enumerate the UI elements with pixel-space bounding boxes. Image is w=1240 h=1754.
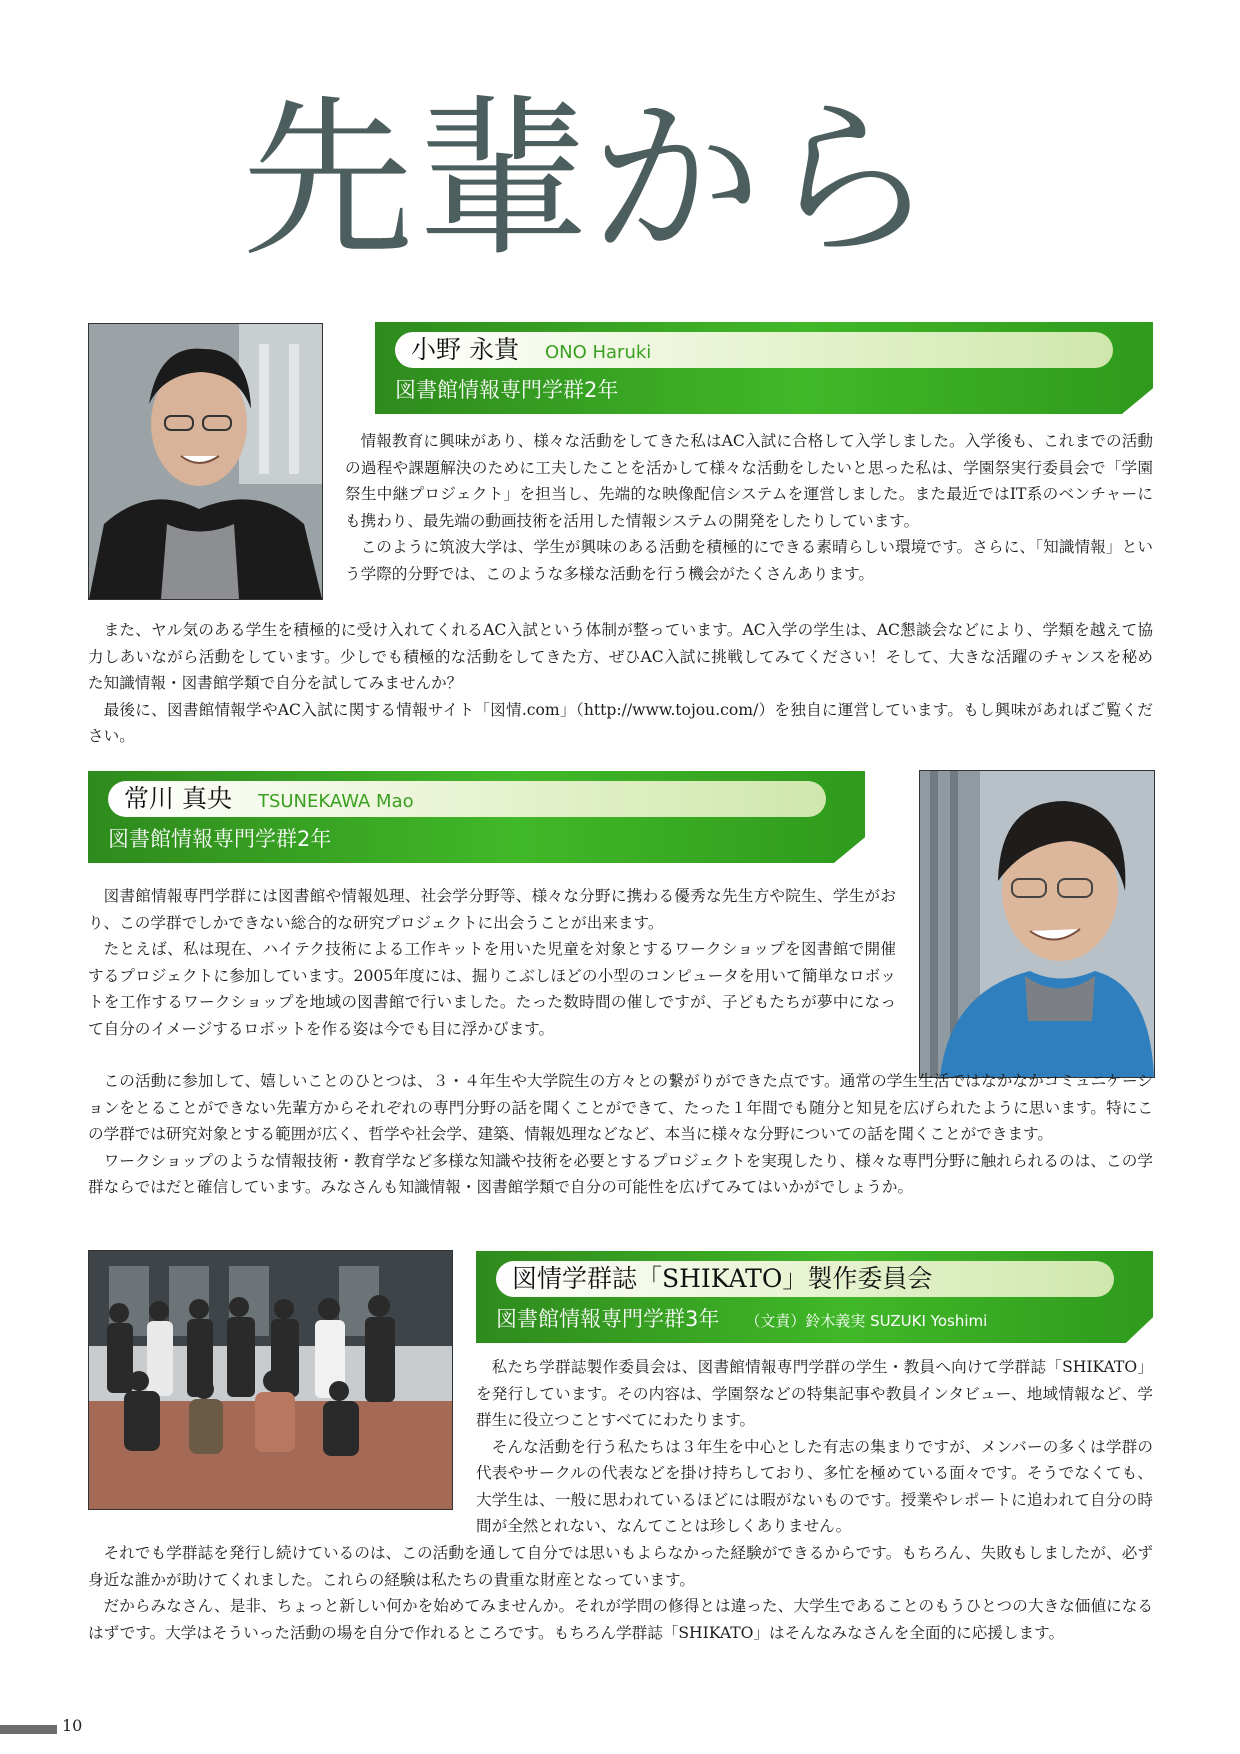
profile-text-ono-top [345,428,1153,587]
profile-text-tsunekawa-bottom [88,1068,1153,1201]
portrait-photo-tsunekawa [919,770,1155,1078]
profile-name: 常川 真央 [124,784,232,813]
profile-banner-tsunekawa [88,771,865,863]
section-credit: （文責）鈴木義実 SUZUKI Yoshimi [745,1312,988,1330]
section-title: 図情学群誌「SHIKATO」製作委員会 [512,1264,933,1293]
footer-bar [0,1725,57,1734]
profile-text-tsunekawa-top [88,883,896,1042]
paragraph: そんな活動を行う私たちは３年生を中心とした有志の集まりですが、メンバーの多くは学群の代表やサークルの代表などを掛け持ちしており、多忙を極めている面々です。そうでなくても、大学生は、一般に思われているほどには暇がないものです。授業やレポートに追われて自分の時間が全然とれない、なんてことは珍しくありません。 [476,1437,1153,1535]
portrait-photo-ono [88,323,323,600]
profile-name-roman: TSUNEKAWA Mao [257,791,414,812]
paragraph: 図書館情報専門学群には図書館や情報処理、社会学分野等、様々な分野に携わる優秀な先生方や院生、学生がおり、この学群でしかできない総合的な研究プロジェクトに出会うことが出来ます。 [88,887,896,932]
group-photo-shikato [88,1250,453,1510]
paragraph: それでも学群誌を発行し続けているのは、この活動を通して自分では思いもよらなかった経験ができるからです。もちろん、失敗もしましたが、必ず身近な誰かが助けてくれました。これらの経験は私たちの貴重な財産となっています。 [88,1544,1153,1589]
profile-department: 図書館情報専門学群2年 [395,378,619,402]
paragraph: また、ヤル気のある学生を積極的に受け入れてくれるAC入試という体制が整っています。AC入学の学生は、AC懇談会などにより、学類を越えて協力しあいながら活動をしています。少しでも積極的な活動をしてきた方、ぜひAC入試に挑戦してみてください！そして、大きな活躍のチャンスを秘めた知識情報・図書館学類で自分を試してみませんか？ [88,621,1153,692]
profile-name: 小野 永貴 [411,335,519,364]
page-number: 10 [62,1716,83,1735]
paragraph: 最後に、図書館情報学やAC入試に関する情報サイト「図情.com」（http://www.tojou.com/）を独自に運営しています。もし興味があればご覧ください。 [88,700,1153,745]
page-title: 先輩から [242,79,938,280]
paragraph: たとえば、私は現在、ハイテク技術による工作キットを用いた児童を対象とするワークショップを図書館で開催するプロジェクトに参加しています。2005年度には、掘りこぶしほどの小型のコンピュータを用いて簡単なロボットを工作するワークショップを地域の図書館で行いました。たった数時間の催しですが、子どもたちが夢中になって自分のイメージするロボットを作る姿は今でも目に浮かびます。 [88,940,896,1038]
paragraph: だからみなさん、是非、ちょっと新しい何かを始めてみませんか。それが学問の修得とは違った、大学生であることのもうひとつの大きな価値になるはずです。大学はそういった活動の場を自分で作れるところです。もちろん学群誌「SHIKATO」はそんなみなさんを全面的に応援します。 [88,1597,1153,1642]
paragraph: この活動に参加して、嬉しいことのひとつは、３・４年生や大学院生の方々との繋がりができた点です。通常の学生生活ではなかなかコミュニケーションをとることができない先輩方からそれぞれの専門分野の話を聞くことができて、たった１年間でも随分と知見を広げられたように思います。特にこの学群では研究対象とする範囲が広く、哲学や社会学、建築、情報処理などなど、本当に様々な分野についての話を聞くことができます。 [88,1072,1153,1143]
profile-text-ono-bottom [88,617,1153,750]
paragraph: ワークショップのような情報技術・教育学など多様な知識や技術を必要とするプロジェクトを実現したり、様々な専門分野に触れられるのは、この学群ならではだと確信しています。みなさんも知識情報・図書館学類で自分の可能性を広げてみてはいかがでしょうか。 [88,1151,1153,1196]
section-banner-shikato [476,1251,1153,1343]
paragraph: 私たち学群誌製作委員会は、図書館情報専門学群の学生・教員へ向けて学群誌「SHIKATO」を発行しています。その内容は、学園祭などの特集記事や教員インタビュー、地域情報など、学群生に役立つことすべてにわたります。 [476,1358,1153,1429]
profile-department: 図書館情報専門学群2年 [108,827,332,851]
paragraph: 情報教育に興味があり、様々な活動をしてきた私はAC入試に合格して入学しました。入学後も、これまでの活動の過程や課題解決のために工夫したことを活かして様々な活動をしたいと思った私は、学園祭実行委員会で「学園祭生中継プロジェクト」を担当し、先端的な映像配信システムを運営しました。また最近ではIT系のベンチャーにも携わり、最先端の動画技術を活用した情報システムの開発をしたりしています。 [345,432,1153,530]
profile-banner-ono [375,322,1153,414]
section-text-shikato-bottom [88,1540,1153,1646]
section-department: 図書館情報専門学群3年 [496,1307,720,1331]
profile-name-roman: ONO Haruki [544,342,652,363]
paragraph: このように筑波大学は、学生が興味のある活動を積極的にできる素晴らしい環境です。さらに、「知識情報」という学際的分野では、このような多様な活動を行う機会がたくさんあります。 [345,538,1153,583]
section-text-shikato-top [476,1354,1153,1540]
